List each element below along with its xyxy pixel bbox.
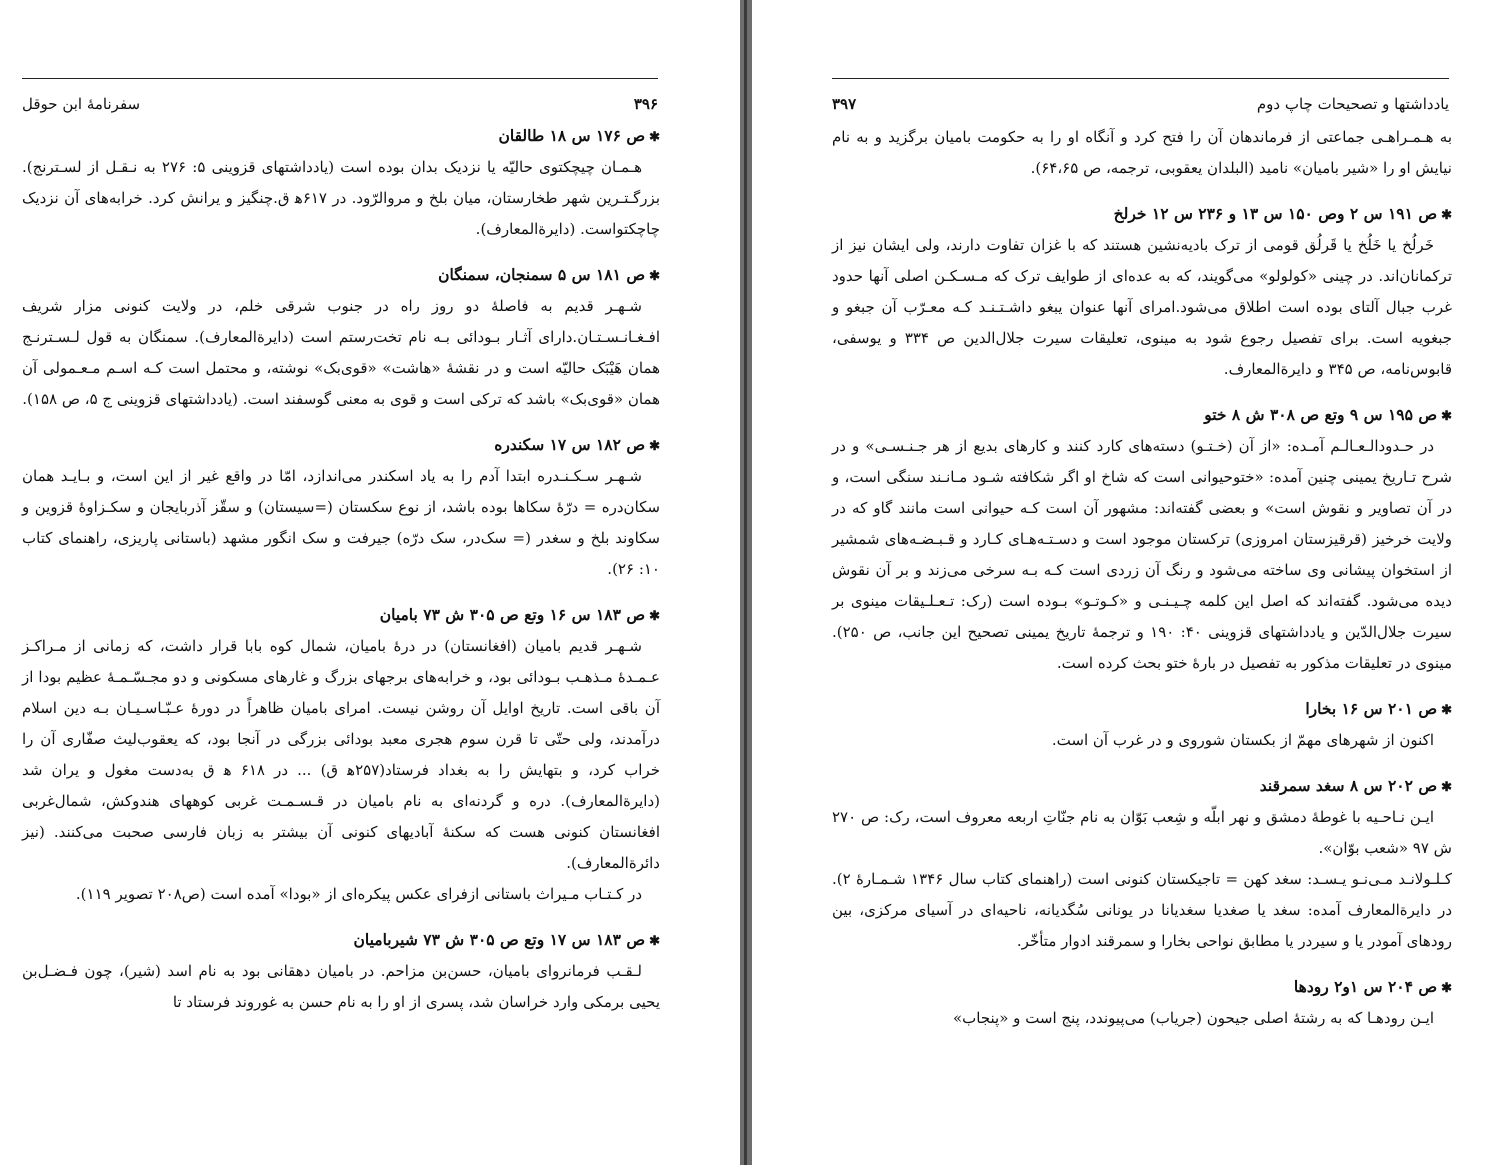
entry-paragraph: اکنون از شهرهای مهمّ از بکستان شوروی و در غرب آن است. [1051, 731, 1434, 749]
entry-sekandare [22, 431, 660, 585]
asterisk-icon: ✱ [649, 609, 660, 624]
asterisk-icon: ✱ [649, 934, 660, 949]
entry-heading: ✱ص ۱۹۱ س ۲ وص ۱۵۰ س ۱۳ و ۲۳۶ س ۱۲ خرلخ [1113, 204, 1452, 223]
entry-bamiyan [22, 601, 660, 910]
entry-khotu [832, 401, 1452, 679]
entry-soghd [832, 772, 1452, 957]
running-title: سفرنامهٔ ابن حوقل [22, 95, 141, 113]
entry-heading: ✱ص ۱۸۳ س ۱۷ وتع ص ۳۰۵ ش ۷۳ شیربامیان [353, 930, 660, 949]
page-number: ۳۹۷ [832, 95, 857, 113]
entry-paragraph: هـمـان چیچکتوی حالیّه یا نزدیک بدان بوده است (یادداشتهای قزوینی ۵: ۲۷۶ به نـقـل از لسـترنج). بزرگـتـرین شهر طخارستان، میان بلخ و مروالرّود. در ۶۱۷ﻫ ق.چنگیز و یرانش کرد. خرابه‌های آن نزدیک چاچکتواست. (دایرة‌المعارف). [22, 158, 660, 238]
entry-paragraph: ایـن رودهـا که به رشتهٔ اصلی جیحون (جریاب) می‌پیوندد، پنج است و «پنجاب» [952, 1009, 1434, 1027]
running-head-left [22, 78, 658, 113]
asterisk-icon: ✱ [1441, 409, 1452, 424]
entry-continuation [832, 122, 1452, 184]
entry-heading: ✱ص ۱۸۱ س ۵ سمنجان، سمنگان [438, 265, 660, 284]
entry-bukhara [832, 695, 1452, 756]
entry-paragraph: لـقـب فرمانروای بامیان، حسن‌بن مزاحم. در بامیان دهقانی بود به نام اسد (شیر)، چون فـضـل‌بن یحیی برمکی وارد خراسان شد، پسری از او را به نام حسن به غوروند فرستاد تا [22, 962, 660, 1011]
entry-heading: ✱ص ۱۷۶ س ۱۸ طالقان [498, 126, 660, 145]
entry-shir-bamiyan [22, 926, 660, 1018]
running-head-right [832, 78, 1449, 113]
entry-paragraph: شـهـر سـکـنـدره ابتدا آدم را به یاد اسکندر می‌اندازد، امّا در واقع غیر از این است، و بـایـد همان سکان‌دره = درّهٔ سکاها بوده باشد، از نوع سکستان (=سیستان) و سقّز آذربایجان و سکـزاوهٔ قزوین و سکاوند بلخ و سغدر (= سک‌در، سک درّه) جیرفت و سک انگور مشهد (باستانی پاریزی، راهنمای کتاب ۱۰: ۲۶). [22, 467, 660, 578]
entry-kharlokh [832, 200, 1452, 385]
book-gutter-shadow [744, 0, 747, 1165]
entry-paragraph: ایـن نـاحـیه با غوطهٔ دمشق و نهر ابلّه و شِعب بَوّان به نام جنّاتِ اربعه معروف است، رک: ص ۲۷۰ ش ۹۷ «شعب بوّان». [832, 808, 1452, 857]
entry-paragraph: کـلـولانـد مـی‌نـو یـسـد: سغد کهن = تاجیکستان کنونی است (راهنمای کتاب سال ۱۳۴۶ شـمـارهٔ ۲). در دایرة‌المعارف آمده: سغد یا صغدیا سغدیانا در یونانی سُگدیانه، ناحیه‌ای در آسیای مرکزی، بین رودهای آمودر یا و سیردر یا مطابق نواحی بخارا و سمرقند ادوار متأخّر. [832, 870, 1452, 950]
entry-heading: ✱ص ۱۸۲ س ۱۷ سکندره [494, 435, 660, 454]
entry-paragraph: خَرلُخ یا خَلُخ یا قَرلُق قومی از ترک بادیه‌نشین هستند که با غزان تفاوت دارند، ولی ایشان نیز از ترکمانان‌اند. در چینی «کولولو» می‌گویند، که به عده‌ای از طوایف ترک که مـسـکـن اصلی آنها حدود غرب جبال آلتای بوده است اطلاق می‌شود.امرای آنها عنوان یبغو داشـتـنـد کـه معـرّب آن جبغو و جبغویه است. برای تفصیل رجوع شود به مینوی، تعلیقات سیرت جلال‌الدین ص ۳۳۴ و یوسفی، قابوس‌نامه، ص ۳۴۵ و دایرة‌المعارف. [832, 236, 1452, 378]
entry-heading: ✱ص ۲۰۴ س ۱و۲ رودها [1293, 977, 1452, 996]
page-content [832, 122, 1452, 1050]
asterisk-icon: ✱ [1441, 780, 1452, 795]
asterisk-icon: ✱ [1441, 703, 1452, 718]
asterisk-icon: ✱ [649, 439, 660, 454]
page-number: ۳۹۶ [633, 95, 658, 113]
lead-paragraph: به هـمـراهـی جماعتی از فرماندهان آن را فتح کرد و آنگاه او را به حکومت بامیان برگزید و به نام نیایش او را «شیر بامیان» نامید (البلدان یعقوبی، ترجمه، ص ۶۴،۶۵). [832, 128, 1452, 177]
entry-taleqan [22, 122, 660, 245]
asterisk-icon: ✱ [649, 130, 660, 145]
page-content [22, 122, 660, 1034]
entry-paragraph: در کـتـاب مـیراث باستانی ازفرای عکس پیکره‌ای از «بودا» آمده است (ص۲۰۸ تصویر ۱۱۹). [75, 885, 642, 903]
entry-samangan [22, 261, 660, 415]
entry-heading: ✱ص ۲۰۲ س ۸ سغد سمرقند [1259, 776, 1452, 795]
left-page [0, 0, 740, 1165]
entry-heading: ✱ص ۱۸۳ س ۱۶ وتع ص ۳۰۵ ش ۷۳ بامیان [379, 605, 660, 624]
entry-paragraph: شـهـر قدیم به فاصلهٔ دو روز راه در جنوب شرقی خلم، در ولایت کنونی مزار شریف افـغـانـسـتـان.دارای آثـار بـودائی بـه نام تخت‌رستم است (دایرة‌المعارف). سمنگان به قول لـسـترنـج همان هَیْبَک حالیّه است و در نقشهٔ «هاشت» «قوی‌بک» نوشته، و محتمل است کـه اسـم مـعـمولی آن همان «قوی‌بک» باشد که ترکی است و قوی به معنی گوسفند است. (یادداشتهای قزوینی ج ۵، ص ۱۵۸). [22, 297, 660, 408]
right-page [752, 0, 1489, 1165]
asterisk-icon: ✱ [1441, 208, 1452, 223]
asterisk-icon: ✱ [1441, 981, 1452, 996]
entry-rudha [832, 973, 1452, 1034]
entry-heading: ✱ص ۲۰۱ س ۱۶ بخارا [1305, 699, 1452, 718]
entry-paragraph: در حـدودالـعـالـم آمـده: «از آن (خـتـو) دسته‌های کارد کنند و کارهای بدیع از هر جـنـسـی» و در شرح تـاریخ یمینی چنین آمده: «ختوحیوانی است که شاخ او اگر شکافته شـود مـانـند سنگی است، و در آن تصاویر و نقوش است» و بعضی گفته‌اند: مشهور آن است کـه حیوانی است مانند گاو که در ولایت خرخیز (قرقیزستان امروزی) ترکستان موجود است و دسـتـه‌هـای کـارد و قـبـضـه‌های شمشیر از استخوان پیشانی وی ساخته می‌شود و رنگ آن زردی است کـه بـه سرخی می‌زند و بر آن نقوش دیده می‌شود. گفته‌اند که اصل این کلمه چـیـنـی و «کـوتـو» بـوده است (رک: تـعـلـیقات مینوی بر سیرت جلال‌الدّین و یادداشتهای قزوینی ۴۰: ۱۹۰ و ترجمهٔ تاریخ یمینی تصحیح این جانب، ص ۲۵۰). مینوی در تعلیقات مذکور به تفصیل در بارهٔ ختو بحث کرده است. [832, 437, 1452, 672]
entry-heading: ✱ص ۱۹۵ س ۹ وتع ص ۳۰۸ ش ۸ ختو [1204, 405, 1452, 424]
entry-paragraph: شـهـر قدیم بامیان (افغانستان) در درهٔ بامیان، شمال کوه بابا قرار داشت، که زمانی از مـراکـز عـمـدهٔ مـذهـب بـودائی بود، و خرابه‌های برجهای بزرگ و غارهای مسکونی و دو مجـسّـمـهٔ عظیم بودا از آن باقی است. تاریخ اوایل آن روشن نیست. امرای بامیان ظاهراً در دورهٔ عـبّـاسـیـان بـه دین اسلام درآمدند، ولی حتّی تا قرن سوم هجری معبد بودائی بزرگی در آنجا بود، که یعقوب‌لیث صفّاری آن را خراب کرد، و بتهایش را به بغداد فرستاد(۲۵۷ﻫ ق) ... در ۶۱۸ ﻫ ق به‌دست مغول و یران شد (دایرة‌المعارف). دره و گردنه‌ای به نام بامیان در قـسـمـت غربی کوههای هندوکش، شمال‌غربی افغانستان کنونی هست که سکنهٔ آبادیهای کنونی آن بیشتر به زبان فارسی صحبت می‌کنند. (نیز دائرة‌المعارف). [22, 637, 660, 872]
asterisk-icon: ✱ [649, 269, 660, 284]
running-title: یادداشتها و تصحیحات چاپ دوم [1256, 95, 1449, 113]
